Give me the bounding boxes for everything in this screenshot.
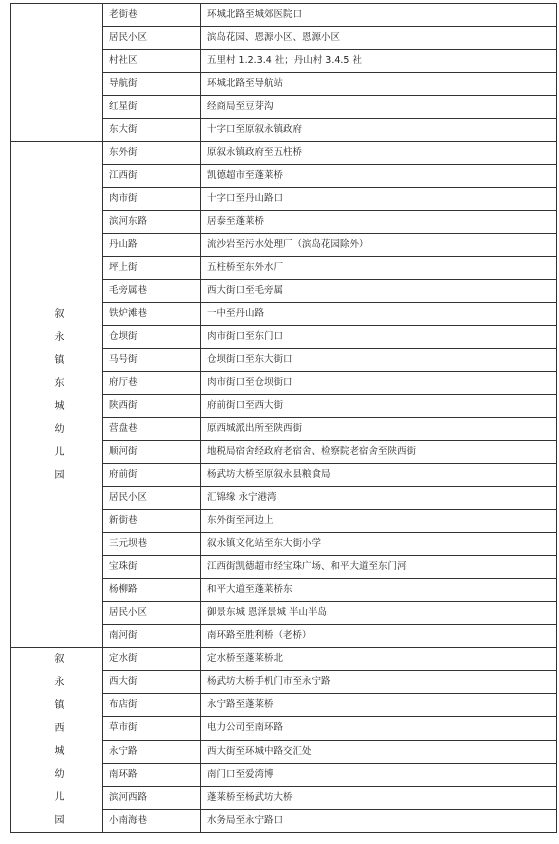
street-cell: 仓坝街 [103,326,201,349]
range-cell: 肉市街口至东门口 [201,326,557,349]
range-cell: 御景东城 恩泽景城 半山半岛 [201,602,557,625]
range-cell: 江西街凯德超市经宝珠广场、和平大道至东门河 [201,556,557,579]
range-cell: 环城北路至城郊医院口 [201,4,557,27]
street-cell: 府厅巷 [103,372,201,395]
street-cell: 铁炉滩巷 [103,303,201,326]
range-cell: 经商局至豆芽沟 [201,96,557,119]
range-cell: 汇锦缘 永宁港湾 [201,487,557,510]
street-cell: 草市街 [103,717,201,740]
range-cell: 电力公司至南环路 [201,717,557,740]
range-cell: 杨武坊大桥至原叙永县粮食局 [201,464,557,487]
range-cell: 地税局宿舍经政府老宿舍、检察院老宿舍至陕西街 [201,441,557,464]
street-cell: 东外街 [103,142,201,165]
range-cell: 永宁路至蓬莱桥 [201,694,557,717]
table-row [11,4,557,27]
street-cell: 滨河东路 [103,211,201,234]
school-name: 叙永镇西城幼儿园 [54,654,65,826]
street-cell: 顺河街 [103,441,201,464]
range-cell: 原叙永镇政府至五柱桥 [201,142,557,165]
street-cell: 马号街 [103,349,201,372]
school-name-cell [11,142,103,648]
table-row [11,142,557,165]
street-cell: 居民小区 [103,487,201,510]
street-cell: 居民小区 [103,27,201,50]
range-cell: 居泰至蓬莱桥 [201,211,557,234]
street-cell: 导航街 [103,73,201,96]
school-zone-table-body [11,4,557,833]
range-cell: 水务局至永宁路口 [201,809,557,832]
range-cell: 西大街口至毛旁属 [201,280,557,303]
street-cell: 东大街 [103,119,201,142]
street-cell: 营盘巷 [103,418,201,441]
range-cell: 定水桥至蓬莱桥北 [201,648,557,671]
street-cell: 南环路 [103,763,201,786]
range-cell: 五柱桥至东外水厂 [201,257,557,280]
street-cell: 新街巷 [103,510,201,533]
range-cell: 原西城派出所至陕西街 [201,418,557,441]
school-name-cell [11,648,103,833]
street-cell: 江西街 [103,165,201,188]
street-cell: 村社区 [103,50,201,73]
street-cell: 肉市街 [103,188,201,211]
range-cell: 西大街至环城中路交汇处 [201,740,557,763]
street-cell: 西大街 [103,671,201,694]
range-cell: 十字口至丹山路口 [201,188,557,211]
range-cell: 仓坝街口至东大街口 [201,349,557,372]
street-cell: 杨柳路 [103,579,201,602]
range-cell: 流沙岩至污水处理厂（滨岛花园除外） [201,234,557,257]
range-cell: 东外街至河边上 [201,510,557,533]
street-cell: 坪上街 [103,257,201,280]
range-cell: 肉市街口至仓坝街口 [201,372,557,395]
range-cell: 环城北路至导航站 [201,73,557,96]
street-cell: 居民小区 [103,602,201,625]
range-cell: 滨岛花园、恩源小区、恩源小区 [201,27,557,50]
street-cell: 红星街 [103,96,201,119]
street-cell: 丹山路 [103,234,201,257]
street-cell: 永宁路 [103,740,201,763]
street-cell: 布店街 [103,694,201,717]
street-cell: 南河街 [103,625,201,648]
range-cell: 府前街口至西大街 [201,395,557,418]
school-zone-table [10,3,557,833]
street-cell: 陕西街 [103,395,201,418]
street-cell: 毛旁属巷 [103,280,201,303]
range-cell: 南环路至胜利桥（老桥） [201,625,557,648]
street-cell: 三元坝巷 [103,533,201,556]
street-cell: 宝珠街 [103,556,201,579]
street-cell: 老街巷 [103,4,201,27]
street-cell: 小南海巷 [103,809,201,832]
range-cell: 凯德超市至蓬莱桥 [201,165,557,188]
table-row [11,648,557,671]
street-cell: 定水街 [103,648,201,671]
range-cell: 一中至丹山路 [201,303,557,326]
range-cell: 南门口至爱湾博 [201,763,557,786]
range-cell: 和平大道至蓬莱桥东 [201,579,557,602]
range-cell: 叙永镇文化站至东大街小学 [201,533,557,556]
range-cell: 蓬莱桥至杨武坊大桥 [201,786,557,809]
street-cell: 滨河西路 [103,786,201,809]
school-name-cell [11,4,103,142]
range-cell: 十字口至原叙永镇政府 [201,119,557,142]
range-cell: 五里村 1.2.3.4 社；丹山村 3.4.5 社 [201,50,557,73]
street-cell: 府前街 [103,464,201,487]
school-name: 叙永镇东城幼儿园 [54,308,65,481]
range-cell: 杨武坊大桥手机门市至永宁路 [201,671,557,694]
